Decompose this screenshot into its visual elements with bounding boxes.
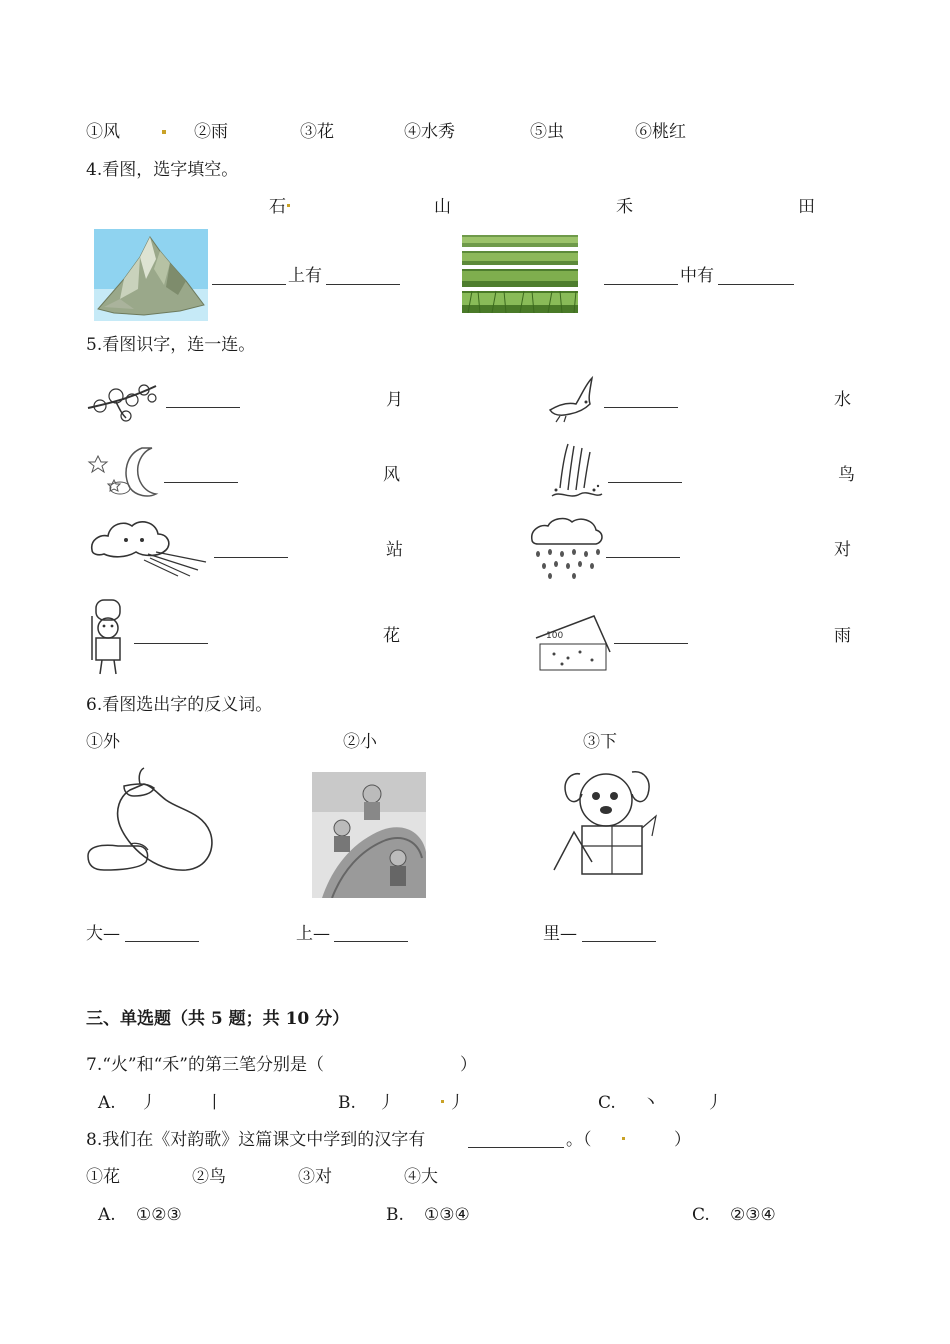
q8-choice-a-label[interactable]: A.	[98, 1205, 116, 1225]
q7-stem: 7.“火”和“禾”的第三笔分别是（	[86, 1055, 324, 1075]
q5-line-right-4[interactable]	[614, 643, 688, 644]
q6-option-2: ②小	[343, 732, 377, 752]
q8-blank[interactable]	[468, 1147, 564, 1148]
q6-blank-2[interactable]	[334, 941, 408, 942]
q8-choice-b-value: ①③④	[424, 1205, 470, 1225]
q3-option-5: ⑤虫	[530, 122, 564, 142]
q3-option-3: ③花	[300, 122, 334, 142]
q7-a-stroke-2: 丨	[206, 1093, 223, 1113]
decorative-dot	[162, 130, 166, 134]
waterfall-image	[546, 440, 606, 504]
q7-c-stroke-2: 丿	[706, 1093, 723, 1113]
q6-option-3: ③下	[583, 732, 617, 752]
flower-branch-image	[86, 378, 162, 422]
q5-line-right-3[interactable]	[606, 557, 680, 558]
soldier-image	[86, 596, 134, 676]
q5-line-left-4[interactable]	[134, 643, 208, 644]
q4-sentence1-mid: 上有	[288, 266, 322, 286]
q4-blank-3[interactable]	[604, 284, 678, 285]
q4-choice-1: 石	[269, 197, 286, 217]
q4-choice-2: 山	[434, 197, 451, 217]
svg-text:100: 100	[546, 631, 564, 641]
q6-option-1: ①外	[86, 732, 120, 752]
q4-choice-3: 禾	[616, 197, 633, 217]
dove-image	[546, 374, 598, 424]
q7-b-stroke-2: 丿	[448, 1093, 465, 1113]
q7-b-stroke-1: 丿	[378, 1093, 395, 1113]
q4-title: 4.看图，选字填空。	[86, 160, 239, 180]
q8-choice-c-value: ②③④	[730, 1205, 776, 1225]
q6-blank-1[interactable]	[125, 941, 199, 942]
q4-choice-4: 田	[798, 197, 815, 217]
q5-title: 5.看图识字，连一连。	[86, 335, 256, 355]
q8-choice-a-value: ①②③	[136, 1205, 182, 1225]
q3-option-4: ④水秀	[404, 122, 455, 142]
decorative-dot	[441, 1100, 444, 1103]
kids-slide-image	[312, 772, 426, 898]
wind-cloud-image	[86, 514, 212, 578]
q4-blank-2[interactable]	[326, 284, 400, 285]
q6-title: 6.看图选出字的反义词。	[86, 695, 273, 715]
q8-item-2: ②鸟	[192, 1167, 226, 1187]
q5-line-left-3[interactable]	[214, 557, 288, 558]
q5-left-word-4: 花	[383, 626, 400, 646]
moon-night-image	[86, 444, 162, 502]
q6-pair-2: 上—	[296, 924, 330, 944]
q5-right-word-4: 雨	[834, 626, 851, 646]
q8-item-3: ③对	[298, 1167, 332, 1187]
q8-choice-b-label[interactable]: B.	[386, 1205, 404, 1225]
q7-label-c[interactable]: C.	[598, 1093, 616, 1113]
q7-label-a[interactable]: A.	[98, 1093, 116, 1113]
q7-label-b[interactable]: B.	[338, 1093, 356, 1113]
q7-a-stroke-1: 丿	[140, 1093, 157, 1113]
q8-item-4: ④大	[404, 1167, 438, 1187]
q5-line-right-2[interactable]	[608, 482, 682, 483]
q8-choice-c-label[interactable]: C.	[692, 1205, 710, 1225]
q4-sentence2-mid: 中有	[680, 266, 714, 286]
q3-option-2: ②雨	[194, 122, 228, 142]
decorative-dot	[287, 204, 290, 207]
grain-field-image	[462, 235, 578, 313]
puppy-box-image	[552, 766, 662, 878]
q3-option-1: ①风	[86, 122, 120, 142]
q5-line-left-1[interactable]	[166, 407, 240, 408]
q5-right-word-2: 鸟	[838, 465, 855, 485]
q5-right-word-1: 水	[834, 390, 851, 410]
q5-left-word-1: 月	[386, 390, 403, 410]
q8-stem: 8.我们在《对韵歌》这篇课文中学到的汉字有	[86, 1130, 426, 1150]
q4-blank-1[interactable]	[212, 284, 286, 285]
q8-close-paren: ）	[674, 1130, 691, 1150]
q8-after-blank: 。（	[566, 1130, 592, 1150]
q3-option-6: ⑥桃红	[635, 122, 686, 142]
q5-line-right-1[interactable]	[604, 407, 678, 408]
q4-blank-4[interactable]	[718, 284, 794, 285]
q5-left-word-2: 风	[383, 465, 400, 485]
q7-c-stroke-1: 丶	[642, 1093, 659, 1113]
q7-close-paren: ）	[460, 1055, 477, 1075]
q5-left-word-3: 站	[386, 540, 403, 560]
rain-cloud-image	[528, 516, 604, 582]
q5-line-left-2[interactable]	[164, 482, 238, 483]
eggplant-image	[84, 766, 216, 882]
decorative-dot	[622, 1137, 625, 1140]
q6-blank-3[interactable]	[582, 941, 656, 942]
q8-item-1: ①花	[86, 1167, 120, 1187]
q6-pair-1: 大—	[86, 924, 120, 944]
section-3-heading: 三、单选题（共 5 题；共 10 分）	[86, 1009, 350, 1029]
q6-pair-3: 里—	[543, 924, 577, 944]
dialogue-image	[534, 608, 616, 672]
mountain-image	[94, 229, 208, 321]
q5-right-word-3: 对	[834, 540, 851, 560]
